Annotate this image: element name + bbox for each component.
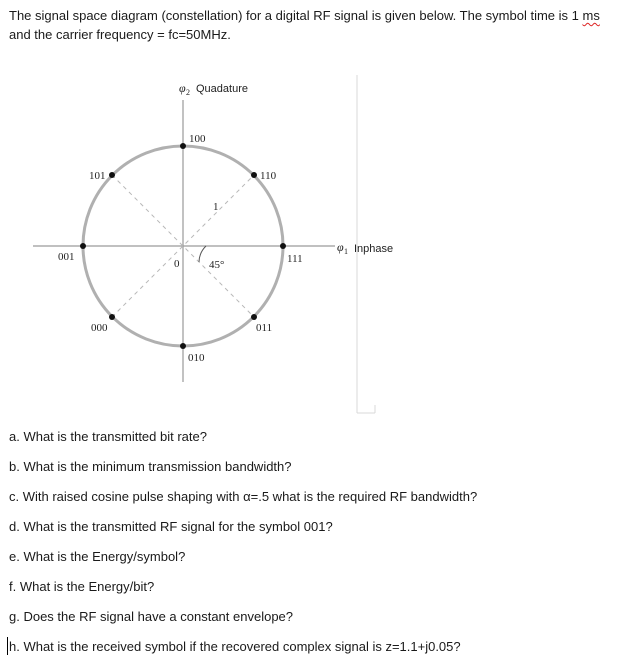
- question-b: b. What is the minimum transmission bandwidth?: [9, 459, 292, 474]
- question-e: e. What is the Energy/symbol?: [9, 549, 186, 564]
- inphase-phi-symbol: φ: [337, 240, 344, 254]
- symbol-label-011: 011: [256, 322, 273, 334]
- symbol-label-111: 111: [287, 253, 303, 265]
- angle-label: 45°: [209, 259, 225, 271]
- quadrature-phi-subscript: 2: [186, 88, 190, 97]
- symbol-label-100: 100: [189, 133, 206, 145]
- constellation-point-111: [280, 243, 286, 249]
- inphase-axis-label: Inphase: [354, 243, 394, 255]
- symbol-label-001: 001: [58, 251, 75, 263]
- intro-line2: and the carrier frequency = fc=50MHz.: [9, 27, 231, 42]
- question-c: c. With raised cosine pulse shaping with α=.5 what is the required RF bandwidth?: [9, 489, 478, 504]
- symbol-label-000: 000: [91, 322, 108, 334]
- symbol-label-110: 110: [260, 170, 277, 182]
- quadrature-axis-label: Quadature: [196, 83, 248, 95]
- angle-arc: [199, 246, 206, 262]
- inphase-phi-subscript: 1: [344, 247, 348, 256]
- constellation-point-110: [251, 172, 257, 178]
- constellation-point-000: [109, 314, 115, 320]
- question-a: a. What is the transmitted bit rate?: [9, 429, 207, 444]
- question-d: d. What is the transmitted RF signal for the symbol 001?: [9, 519, 333, 534]
- symbol-label-101: 101: [89, 170, 106, 182]
- question-g: g. Does the RF signal have a constant envelope?: [9, 609, 294, 624]
- constellation-point-001: [80, 243, 86, 249]
- constellation-point-010: [180, 343, 186, 349]
- intro-ms-unit: ms: [582, 8, 600, 23]
- constellation-point-100: [180, 143, 186, 149]
- question-h: h. What is the received symbol if the recovered complex signal is z=1.1+j0.05?: [9, 639, 461, 654]
- intro-line1: The signal space diagram (constellation) for a digital RF signal is given below. The symbol time is 1: [9, 8, 583, 23]
- constellation-point-011: [251, 314, 257, 320]
- radius-label: 1: [213, 201, 219, 213]
- constellation-point-101: [109, 172, 115, 178]
- question-f: f. What is the Energy/bit?: [9, 579, 155, 594]
- quadrature-phi-symbol: φ: [179, 81, 186, 95]
- text-cursor: [7, 637, 8, 655]
- symbol-label-010: 010: [188, 352, 205, 364]
- origin-label: 0: [174, 258, 180, 270]
